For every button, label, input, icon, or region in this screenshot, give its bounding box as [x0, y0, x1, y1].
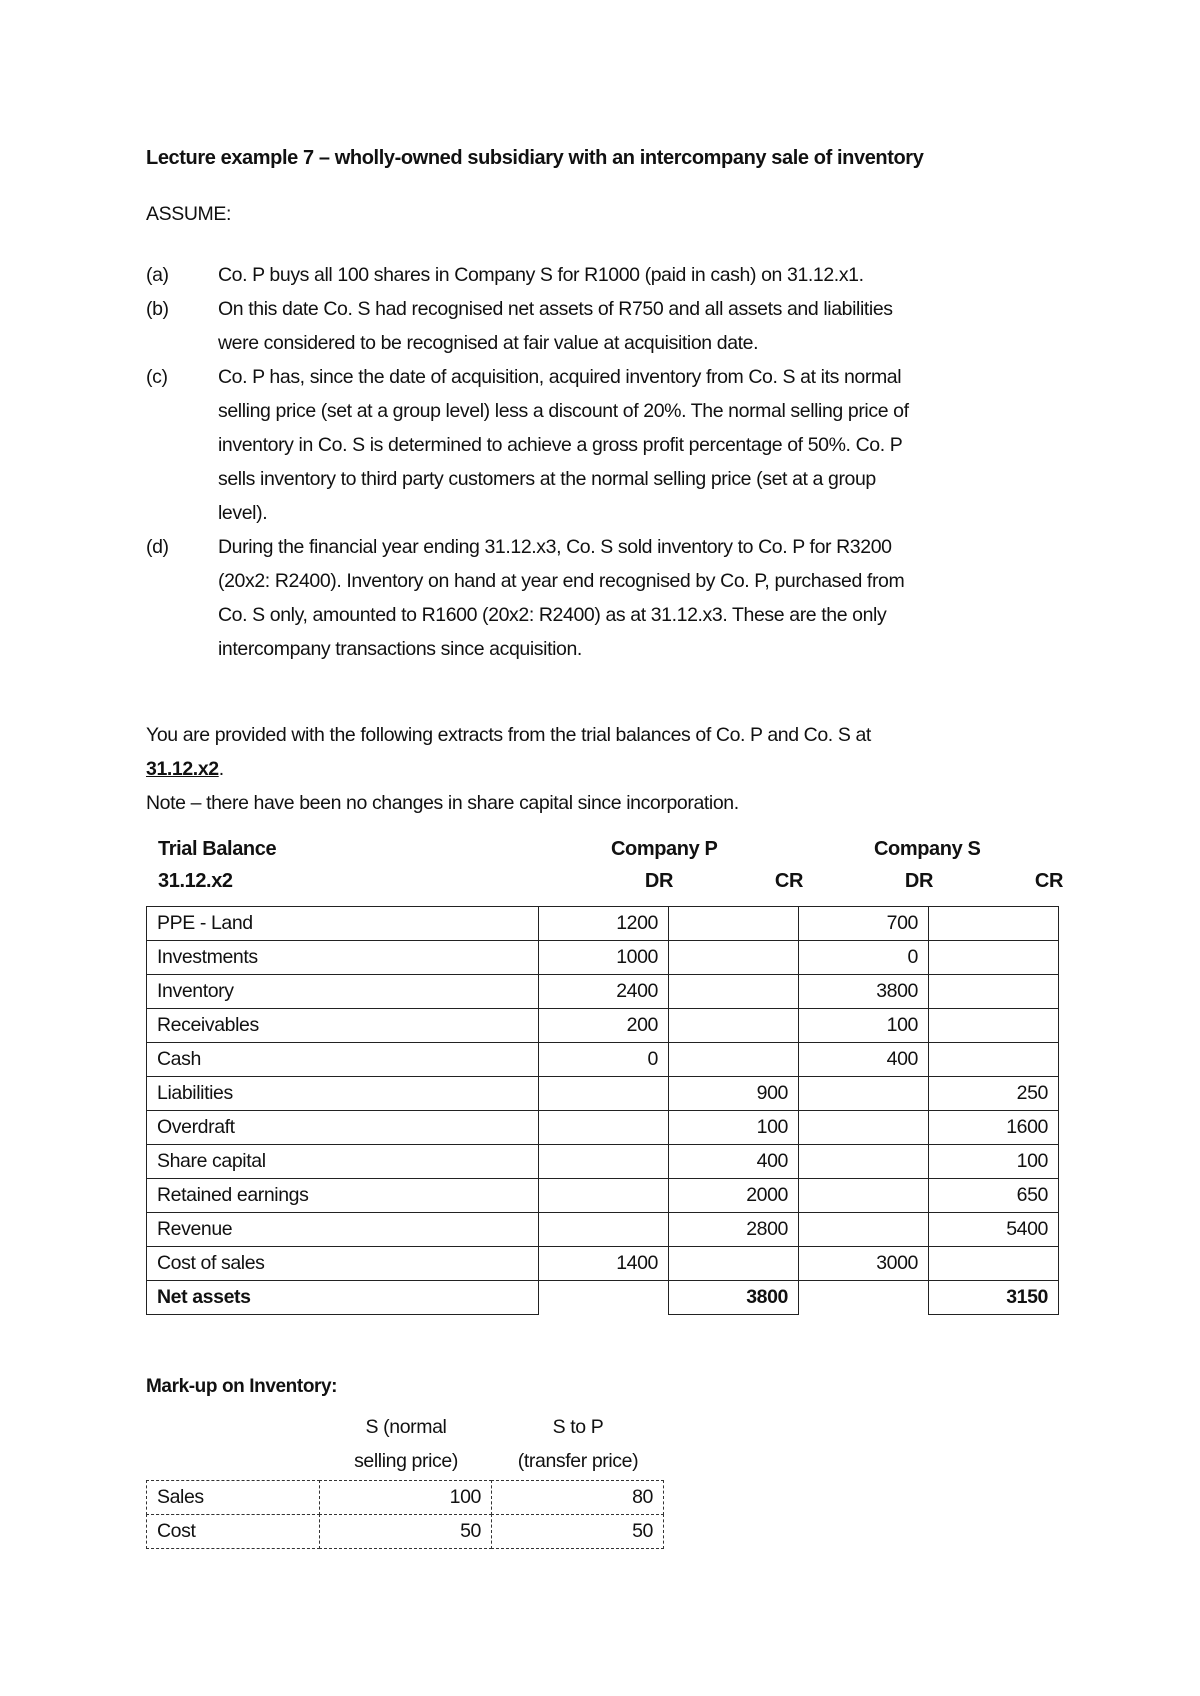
- note-text: Note – there have been no changes in share capital since incorporation.: [146, 792, 739, 814]
- tb-value-cell-p-cr: [668, 1246, 799, 1281]
- tb-account-cell: Investments: [146, 940, 539, 975]
- tb-value-cell-p-cr: [668, 1008, 799, 1043]
- tb-value-cell-s-dr: [798, 1212, 929, 1247]
- tb-account-cell: Cost of sales: [146, 1246, 539, 1281]
- assumption-line: intercompany transactions since acquisition.: [218, 638, 582, 660]
- assumption-label: (a): [146, 264, 169, 286]
- tb-account-cell: Overdraft: [146, 1110, 539, 1145]
- tb-value-cell-p-cr: 400: [668, 1144, 799, 1179]
- document-title: Lecture example 7 – wholly-owned subsidiary with an intercompany sale of inventory: [146, 147, 924, 169]
- assumption-text: [218, 292, 1046, 360]
- assumption-text: [218, 258, 1046, 292]
- assumption-line: (20x2: R2400). Inventory on hand at year end recognised by Co. P, purchased from: [218, 570, 905, 592]
- tb-header-s-dr: DR: [904, 870, 933, 892]
- tb-header-company-s: Company S: [874, 838, 981, 860]
- assumption-line: inventory in Co. S is determined to achieve a gross profit percentage of 50%. Co. P: [218, 434, 903, 456]
- markup-title: Mark-up on Inventory:: [146, 1376, 338, 1397]
- tb-total-s-cr: 3150: [928, 1280, 1059, 1315]
- tb-header-p-dr: DR: [644, 870, 673, 892]
- tb-value-cell-p-dr: [538, 1178, 669, 1213]
- tb-value-cell-p-dr: [538, 1144, 669, 1179]
- assumption-label: (d): [146, 536, 169, 558]
- tb-account-cell: Retained earnings: [146, 1178, 539, 1213]
- assumption-line: Co. S only, amounted to R1600 (20x2: R2400) as at 31.12.x3. These are the only: [218, 604, 887, 626]
- provided-date-line: [146, 752, 871, 786]
- assumption-item: [146, 292, 1046, 360]
- tb-value-cell-s-dr: 3800: [798, 974, 929, 1009]
- tb-value-cell-s-dr: 100: [798, 1008, 929, 1043]
- tb-account-cell: Liabilities: [146, 1076, 539, 1111]
- tb-account-cell: Receivables: [146, 1008, 539, 1043]
- assumption-line: Co. P has, since the date of acquisition, acquired inventory from Co. S at its normal: [218, 366, 902, 388]
- tb-value-cell-s-cr: [928, 906, 1059, 941]
- markup-header-normal-2: selling price): [354, 1450, 458, 1472]
- tb-value-cell-s-cr: 1600: [928, 1110, 1059, 1145]
- assumption-line: On this date Co. S had recognised net assets of R750 and all assets and liabilities: [218, 298, 893, 320]
- tb-value-cell-p-dr: 0: [538, 1042, 669, 1077]
- tb-header-company-p: Company P: [611, 838, 718, 860]
- markup-value-transfer: 80: [491, 1480, 664, 1515]
- markup-row-label: Cost: [146, 1514, 320, 1549]
- tb-value-cell-s-cr: [928, 940, 1059, 975]
- tb-value-cell-s-cr: 5400: [928, 1212, 1059, 1247]
- tb-value-cell-s-cr: 650: [928, 1178, 1059, 1213]
- assumption-line: sells inventory to third party customers at the normal selling price (set at a group: [218, 468, 876, 490]
- tb-value-cell-p-dr: [538, 1212, 669, 1247]
- assumption-label: (c): [146, 366, 168, 388]
- tb-value-cell-p-dr: 2400: [538, 974, 669, 1009]
- tb-value-cell-p-dr: 1200: [538, 906, 669, 941]
- tb-value-cell-p-dr: [538, 1076, 669, 1111]
- tb-value-cell-p-cr: 2800: [668, 1212, 799, 1247]
- tb-header-s-cr: CR: [1034, 870, 1063, 892]
- tb-value-cell-s-dr: 700: [798, 906, 929, 941]
- provided-date: 31.12.x2: [146, 758, 219, 780]
- tb-value-cell-p-cr: [668, 940, 799, 975]
- tb-value-cell-p-cr: [668, 906, 799, 941]
- tb-value-cell-p-dr: 1400: [538, 1246, 669, 1281]
- provided-period: .: [218, 758, 224, 780]
- tb-value-cell-s-cr: [928, 974, 1059, 1009]
- markup-header-transfer-2: (transfer price): [517, 1450, 639, 1472]
- assumption-item: [146, 530, 1046, 666]
- tb-value-cell-s-dr: [798, 1178, 929, 1213]
- tb-value-cell-s-dr: 3000: [798, 1246, 929, 1281]
- markup-header-transfer-1: S to P: [552, 1416, 604, 1438]
- tb-value-cell-s-dr: [798, 1110, 929, 1145]
- tb-value-cell-p-dr: [538, 1110, 669, 1145]
- tb-account-cell: Share capital: [146, 1144, 539, 1179]
- tb-value-cell-p-cr: 2000: [668, 1178, 799, 1213]
- tb-header-p-cr: CR: [774, 870, 803, 892]
- tb-value-cell-s-dr: [798, 1076, 929, 1111]
- tb-value-cell-s-cr: 250: [928, 1076, 1059, 1111]
- assumption-label: (b): [146, 298, 169, 320]
- tb-value-cell-s-cr: 100: [928, 1144, 1059, 1179]
- markup-value-normal: 100: [319, 1480, 492, 1515]
- tb-value-cell-s-cr: [928, 1042, 1059, 1077]
- tb-account-cell: PPE - Land: [146, 906, 539, 941]
- tb-account-cell: Inventory: [146, 974, 539, 1009]
- tb-header-title: Trial Balance: [158, 838, 277, 860]
- tb-total-label: Net assets: [146, 1280, 539, 1315]
- tb-value-cell-s-dr: 0: [798, 940, 929, 975]
- tb-account-cell: Cash: [146, 1042, 539, 1077]
- assumptions-list: [146, 258, 1046, 666]
- markup-header-normal-1: S (normal: [365, 1416, 447, 1438]
- assumption-item: [146, 258, 1046, 292]
- assume-label: ASSUME:: [146, 203, 231, 225]
- provided-text: You are provided with the following extracts from the trial balances of Co. P and Co. S at: [146, 724, 871, 746]
- tb-value-cell-p-cr: 900: [668, 1076, 799, 1111]
- tb-value-cell-p-dr: 1000: [538, 940, 669, 975]
- tb-value-cell-s-dr: 400: [798, 1042, 929, 1077]
- tb-header-date: 31.12.x2: [158, 870, 233, 892]
- assumption-line: selling price (set at a group level) less a discount of 20%. The normal selling price of: [218, 400, 909, 422]
- markup-row-label: Sales: [146, 1480, 320, 1515]
- assumption-text: [218, 530, 1046, 666]
- tb-total-p-cr: 3800: [668, 1280, 799, 1315]
- tb-value-cell-p-dr: 200: [538, 1008, 669, 1043]
- assumption-line: were considered to be recognised at fair value at acquisition date.: [218, 332, 759, 354]
- tb-value-cell-s-cr: [928, 1246, 1059, 1281]
- tb-value-cell-p-cr: 100: [668, 1110, 799, 1145]
- assumption-item: [146, 360, 1046, 530]
- assumption-line: level).: [218, 502, 268, 524]
- markup-value-normal: 50: [319, 1514, 492, 1549]
- markup-value-transfer: 50: [491, 1514, 664, 1549]
- tb-account-cell: Revenue: [146, 1212, 539, 1247]
- assumption-line: During the financial year ending 31.12.x3, Co. S sold inventory to Co. P for R3200: [218, 536, 892, 558]
- assumption-text: [218, 360, 1046, 530]
- assumption-line: Co. P buys all 100 shares in Company S for R1000 (paid in cash) on 31.12.x1.: [218, 264, 864, 286]
- tb-value-cell-p-cr: [668, 974, 799, 1009]
- tb-value-cell-p-cr: [668, 1042, 799, 1077]
- provided-paragraph: [146, 718, 871, 820]
- tb-value-cell-s-cr: [928, 1008, 1059, 1043]
- tb-value-cell-s-dr: [798, 1144, 929, 1179]
